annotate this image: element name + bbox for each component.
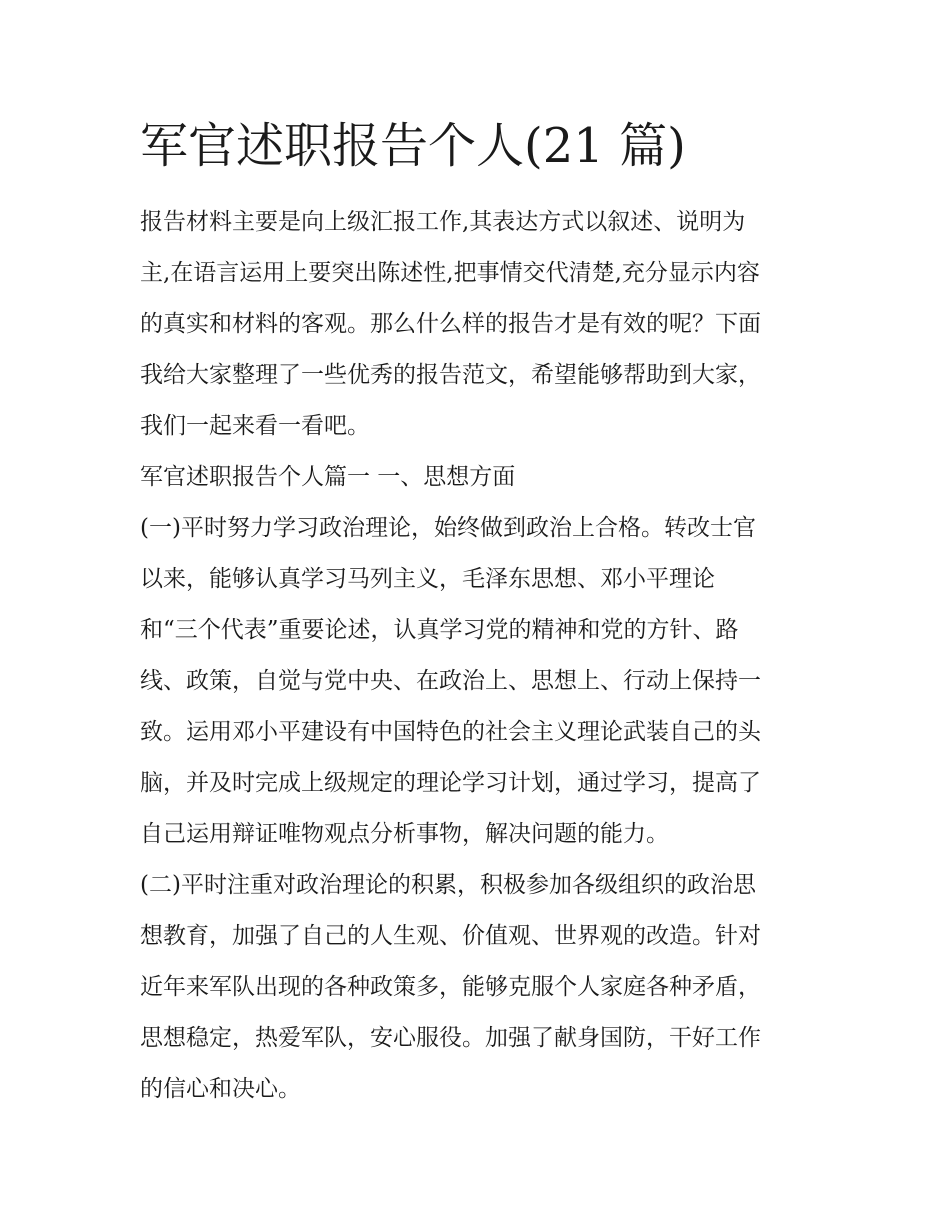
text-line: 近年来军队出现的各种政策多，能够克服个人家庭各种矛盾， (140, 974, 761, 1000)
document-title: 军官述职报告个人(21 篇) (140, 118, 686, 174)
text-line: 的信心和决心。 (140, 1076, 301, 1102)
text-line: (一)平时努力学习政治理论，始终做到政治上合格。转改士官 (140, 515, 756, 541)
text-line: 线、政策，自觉与党中央、在政治上、思想上、行动上保持一 (140, 668, 761, 694)
text-line: 自己运用辩证唯物观点分析事物，解决问题的能力。 (140, 821, 669, 847)
text-line: 主,在语言运用上要突出陈述性,把事情交代清楚,充分显示内容 (140, 260, 760, 286)
text-line: 致。运用邓小平建设有中国特色的社会主义理论武装自己的头 (140, 719, 761, 745)
document-body (140, 197, 820, 1115)
text-line: 以来，能够认真学习马列主义，毛泽东思想、邓小平理论 (140, 566, 715, 592)
text-line: 脑，并及时完成上级规定的理论学习计划，通过学习，提高了 (140, 770, 761, 796)
text-line: 我给大家整理了一些优秀的报告范文，希望能够帮助到大家， (140, 362, 761, 388)
text-line: 我们一起来看一看吧。 (140, 413, 370, 439)
text-line: (二)平时注重对政治理论的积累，积极参加各级组织的政治思 (140, 872, 756, 898)
text-line: 报告材料主要是向上级汇报工作,其表达方式以叙述、说明为 (140, 209, 746, 235)
text-line: 想教育，加强了自己的人生观、价值观、世界观的改造。针对 (140, 923, 761, 949)
text-line: 和“三个代表”重要论述，认真学习党的精神和党的方针、路 (140, 617, 739, 643)
section-heading: 军官述职报告个人篇一 一、思想方面 (140, 464, 516, 490)
text-line: 的真实和材料的客观。那么什么样的报告才是有效的呢？下面 (140, 311, 761, 337)
text-line: 思想稳定，热爱军队，安心服役。加强了献身国防，干好工作 (140, 1025, 761, 1051)
